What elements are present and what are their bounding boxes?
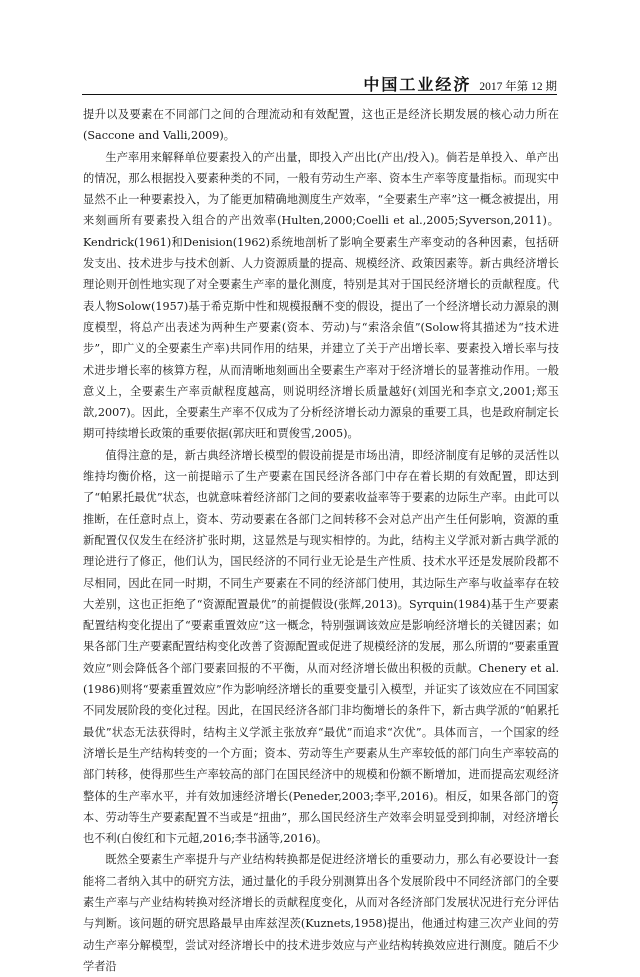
paragraph: 生产率用来解释单位要素投入的产出量，即投入产出比(产出/投入)。倘若是单投入、单产出的情况，那么根据投入要素种类的不同，一般有劳动生产率、资本生产率等度量指标。而现实中显然不止一种要素投入，为了能更加精确地测度生产效率，“全要素生产率”这一概念被提出，用来刻画所有要素投入组合的产出效率(Hulten,2000;Coelli et al.,2005;Syverson,2011)。Kendrick(1961)和Denision(1962)系统地剖析了影响全要素生产率变动的各种因素，包括研发支出、技术进步与技术创新、人力资源质量的提高、规模经济、政策因素等。新古典经济增长理论则开创性地实现了对全要素生产率的量化测度，特别是其对于国民经济增长的贡献程度。代表人物Solow(1957)基于希克斯中性和规模报酬不变的假设，提出了一个经济增长动力源泉的测度模型，将总产出表述为两种生产要素(资本、劳动)与“索洛余值”(Solow将其描述为“技术进步”，即广义的全要素生产率)共同作用的结果，并建立了关于产出增长率、要素投入增长率与技术进步增长率的核算方程，从而清晰地刻画出全要素生产率对于经济增长的显著推动作用。一般意义上，全要素生产率贡献程度越高，则说明经济增长质量越好(刘国光和李京文,2001;郑玉歆,2007)。因此，全要素生产率不仅成为了分析经济增长动力源泉的重要工具，也是政府制定长期可持续增长政策的重要依据(郭庆旺和贾俊雪,2005)。 [83, 150, 559, 441]
body-text [83, 104, 559, 977]
paragraph: 既然全要素生产率提升与产业结构转换都是促进经济增长的重要动力，那么有必要设计一套能将二者纳入其中的研究方法，通过量化的手段分别测算出各个发展阶段中不同经济部门的全要素生产率与产业结构转换对经济增长的贡献程度变化，从而对各经济部门发展状况进行充分评估与判断。该问题的研究思路最早由库兹涅茨(Kuznets,1958)提出，他通过构建三次产业间的劳动生产率分解模型，尝试对经济增长中的技术进步效应与产业结构转换效应进行测度。随后不少学者沿 [83, 853, 559, 973]
header-rule [82, 94, 557, 95]
journal-name: 中国工业经济 [363, 75, 472, 94]
paragraph-continued: 提升以及要素在不同部门之间的合理流动和有效配置，这也正是经济长期发展的核心动力所在(Saccone and Valli,2009)。 [83, 108, 559, 143]
issue-info: 2017 年第 12 期 [479, 81, 557, 93]
header-right [363, 72, 557, 95]
running-header [82, 70, 557, 94]
page-number: 7 [551, 800, 558, 815]
paragraph: 值得注意的是，新古典经济增长模型的假设前提是市场出清，即经济制度有足够的灵活性以维持均衡价格，这一前提暗示了生产要素在国民经济各部门中存在着长期的有效配置，即达到了“帕累托最优”状态，也就意味着经济部门之间的要素收益率等于要素的边际生产率。由此可以推断，在任意时点上，资本、劳动要素在各部门之间转移不会对总产出产生任何影响，资源的重新配置仅仅发生在经济扩张时期，这显然是与现实相悖的。为此，结构主义学派对新古典学派的理论进行了修正，他们认为，国民经济的不同行业无论是生产性质、技术水平还是发展阶段都不尽相同，因此在同一时期，不同生产要素在不同的经济部门使用，其边际生产率与收益率存在较大差别，这也正拒绝了“资源配置最优”的前提假设(张辉,2013)。Syrquin(1984)基于生产要素配置结构变化提出了“要素重置效应”这一概念，特别强调该效应是影响经济增长的关键因素；如果各部门生产要素配置结构变化改善了资源配置或促进了规模经济的发展，那么所谓的“要素重置效应”则会降低各个部门要素回报的不平衡，从而对经济增长做出积极的贡献。Chenery et al.(1986)则将“要素重置效应”作为影响经济增长的重要变量引入模型，并证实了该效应在不同国家不同发展阶段的变化过程。因此，在国民经济各部门非均衡增长的条件下，新古典学派的“帕累托最优”状态无法获得时，结构主义学派主张放弃“最优”而追求“次优”。具体而言，一个国家的经济增长是生产结构转变的一个方面；资本、劳动等生产要素从生产率较低的部门向生产率较高的部门转移，使得那些生产率较高的部门在国民经济中的规模和份额不断增加，进而提高宏观经济整体的生产率水平，并有效加速经济增长(Peneder,2003;李平,2016)。相反，如果各部门的资本、劳动等生产要素配置不当或是“扭曲”，那么国民经济生产效率会明显受到抑制，对经济增长也不利(白俊红和卞元超,2016;李书涵等,2016)。 [83, 448, 559, 846]
